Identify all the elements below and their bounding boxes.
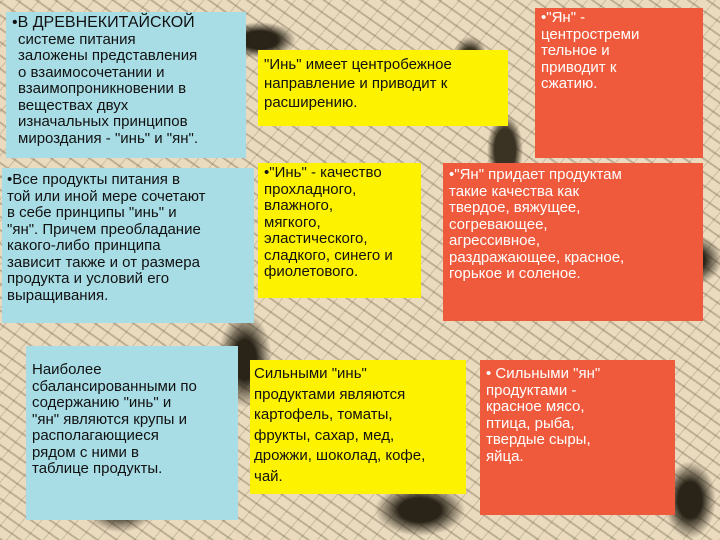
box-text: •"Инь" - качество прохладного, влажного, мягкого, эластического, сладкого, синего и фиолетового. — [264, 164, 393, 280]
yang-qualities-box — [443, 163, 703, 321]
yin-direction-box — [258, 50, 508, 126]
box-text: Сильными "инь" продуктами являются картофель, томаты, фрукты, сахар, мед, дрожжи, шоколад, кофе, чай. — [254, 365, 426, 485]
yin-qualities-box — [258, 163, 421, 298]
strong-yang-foods-box — [480, 360, 675, 515]
box-title: •В ДРЕВНЕКИТАЙСКОЙ — [12, 14, 195, 31]
box-text: •Все продукты питания в той или иной мере сочетают в себе принципы "инь" и "ян". Причем преобладание какого-либо принципа зависит также и от размера продукта и условий его выращивания. — [7, 171, 206, 304]
box-text: системе питания заложены представления о взаимосочетании и взаимопроникновении в веществах двух изначальных принципов мироздания - "инь" и "ян". — [18, 30, 199, 147]
strong-yin-foods-box — [250, 360, 466, 494]
box-text: •"Ян" - центростреми тельное и приводит к сжатию. — [541, 9, 640, 92]
balanced-foods-box — [26, 346, 238, 520]
ancient-chinese-nutrition-box — [6, 12, 246, 158]
yang-direction-box — [535, 8, 703, 158]
all-foods-box — [2, 168, 254, 323]
box-text: "Инь" имеет центробежное направление и приводит к расширению. — [264, 56, 452, 111]
box-text: •"Ян" придает продуктам такие качества как твердое, вяжущее, согревающее, агрессивное, раздражающее, красное, горькое и соленое. — [449, 166, 625, 282]
box-text: Наиболее сбалансированными по содержанию "инь" и "ян" являются крупы и располагающиеся рядом с ними в таблице продукты. — [32, 361, 197, 477]
box-text: • Сильными "ян" продуктами - красное мясо, птица, рыба, твердые сыры, яйца. — [486, 365, 601, 465]
